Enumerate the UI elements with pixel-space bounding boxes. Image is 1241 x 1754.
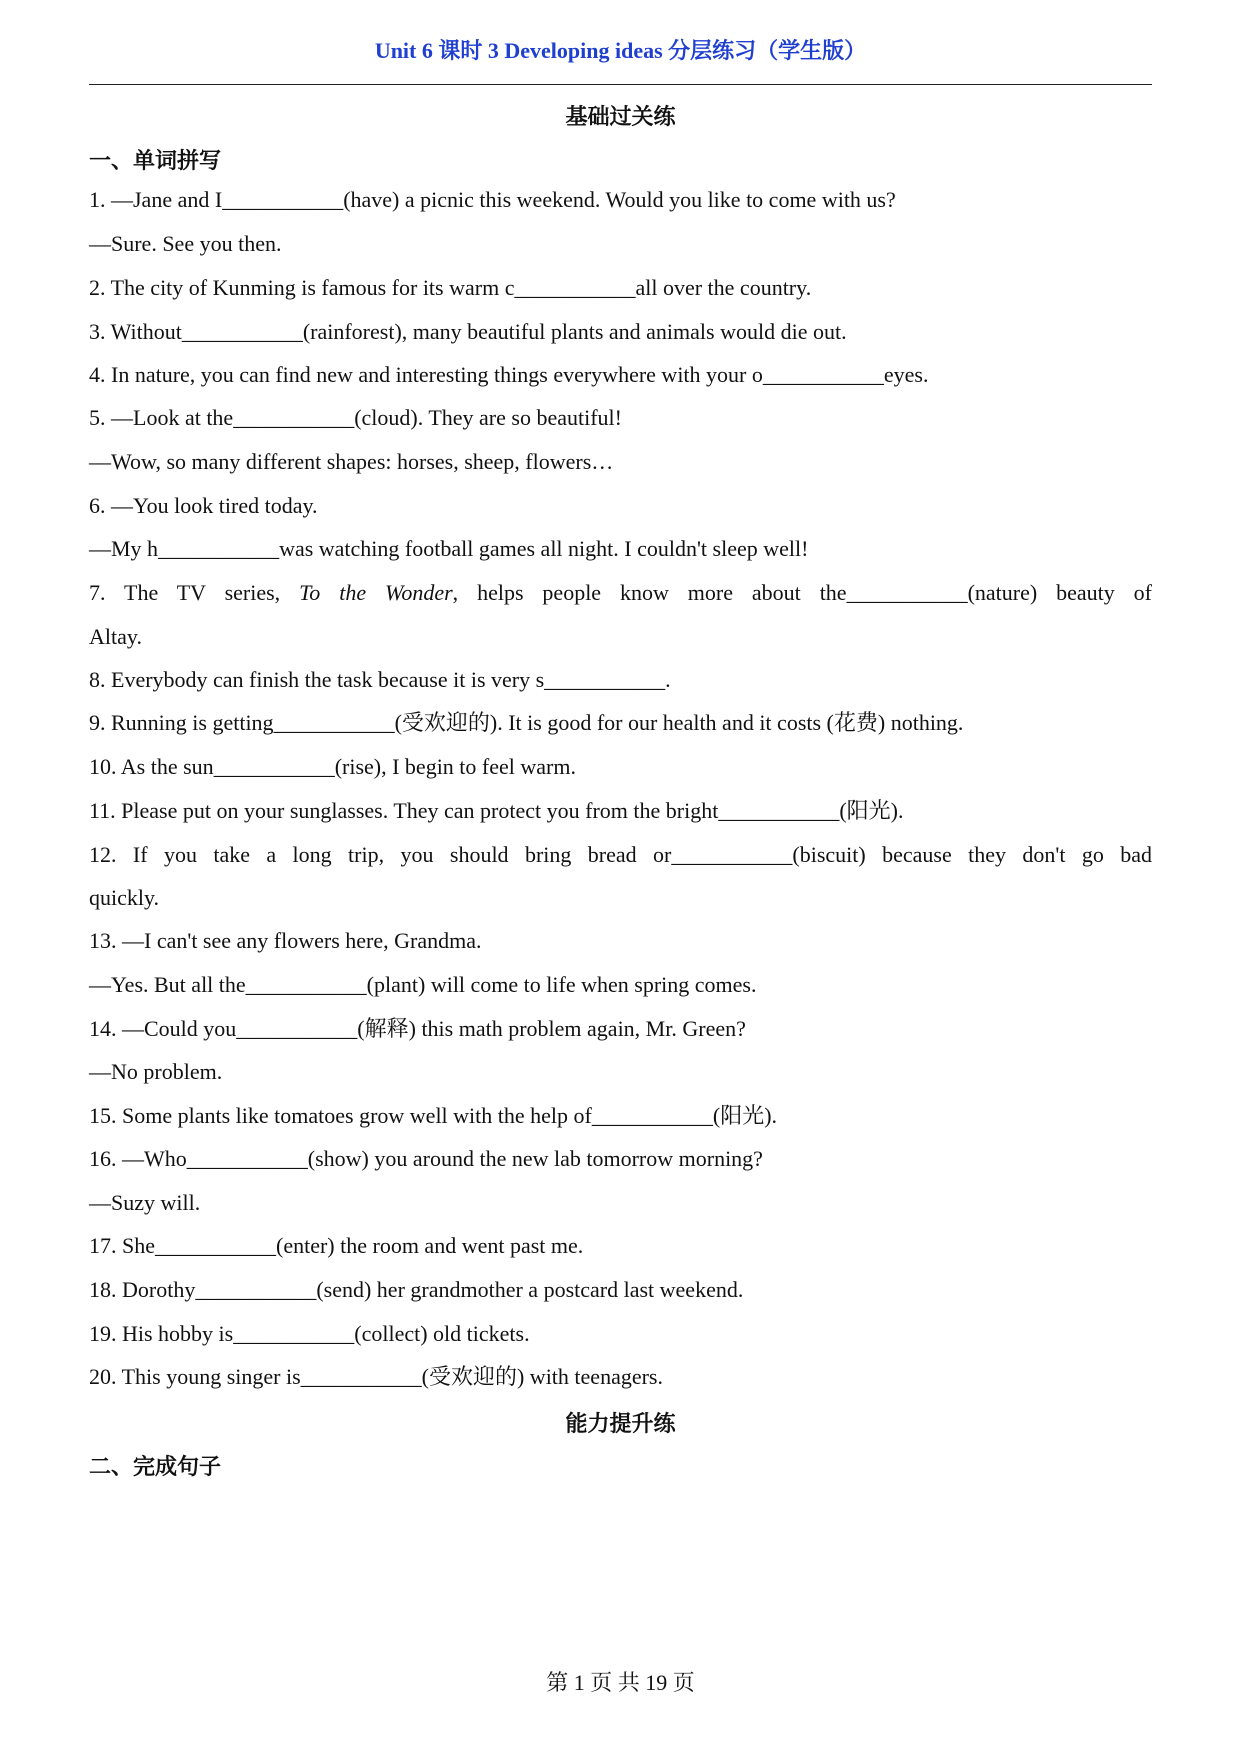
question-1: 1. —Jane and I___________(have) a picnic this weekend. Would you like to come with us?	[89, 187, 896, 212]
question-10: 10. As the sun___________(rise), I begin to feel warm.	[89, 754, 576, 779]
section-title-basic: 基础过关练	[565, 105, 676, 130]
question-8: 8. Everybody can finish the task because it is very s___________.	[89, 667, 671, 692]
header-divider	[89, 84, 1152, 85]
question-14-reply: —No problem.	[89, 1059, 223, 1084]
question-12-continued: quickly.	[89, 885, 160, 910]
question-5: 5. —Look at the___________(cloud). They are so beautiful!	[89, 405, 622, 430]
page-number: 第 1 页 共 19 页	[546, 1670, 695, 1695]
header-title: Unit 6 课时 3 Developing ideas 分层练习（学生版）	[374, 38, 867, 63]
tv-series-title: To the Wonder	[299, 580, 453, 605]
answer-blank: ___________	[158, 536, 280, 561]
answer-blank: ___________	[846, 580, 968, 605]
question-13-reply: —Yes. But all the___________(plant) will come to life when spring comes.	[89, 972, 757, 997]
question-6-reply: —My h___________was watching football games all night. I couldn't sleep well!	[89, 536, 809, 561]
section-title-advanced: 能力提升练	[565, 1412, 676, 1437]
answer-blank: ___________	[273, 710, 395, 735]
answer-blank: ___________	[300, 1364, 422, 1389]
question-18: 18. Dorothy___________(send) her grandmother a postcard last weekend.	[89, 1277, 744, 1302]
answer-blank: ___________	[718, 798, 840, 823]
question-16-reply: —Suzy will.	[89, 1190, 201, 1215]
answer-blank: ___________	[155, 1233, 276, 1258]
answer-blank: ___________	[186, 1146, 308, 1171]
question-15: 15. Some plants like tomatoes grow well with the help of___________(阳光).	[89, 1103, 778, 1128]
answer-blank: ___________	[236, 1016, 358, 1041]
answer-blank: ___________	[245, 972, 367, 997]
question-14: 14. —Could you___________(解释) this math problem again, Mr. Green?	[89, 1016, 746, 1041]
question-4: 4. In nature, you can find new and interesting things everywhere with your o___________eyes.	[89, 362, 929, 387]
answer-blank: ___________	[213, 754, 335, 779]
question-1-reply: —Sure. See you then.	[89, 231, 282, 256]
answer-blank: ___________	[671, 842, 793, 867]
part-heading-sentences: 二、完成句子	[89, 1455, 222, 1480]
question-5-reply: —Wow, so many different shapes: horses, sheep, flowers…	[89, 449, 614, 474]
question-6: 6. —You look tired today.	[89, 493, 318, 518]
answer-blank: ___________	[591, 1103, 713, 1128]
question-7: 7. The TV series, To the Wonder, helps people know more about the___________(nature) beauty of	[89, 580, 1152, 605]
answer-blank: ___________	[233, 1321, 355, 1346]
answer-blank: ___________	[762, 362, 884, 387]
answer-blank: ___________	[514, 275, 636, 300]
part-heading-spelling: 一、单词拼写	[89, 149, 222, 174]
answer-blank: ___________	[544, 667, 666, 692]
answer-blank: ___________	[181, 319, 303, 344]
question-20: 20. This young singer is___________(受欢迎的) with teenagers.	[89, 1364, 663, 1389]
question-3: 3. Without___________(rainforest), many beautiful plants and animals would die out.	[89, 319, 847, 344]
question-2: 2. The city of Kunming is famous for its warm c___________all over the country.	[89, 275, 812, 300]
question-9: 9. Running is getting___________(受欢迎的). It is good for our health and it costs (花费) nothing.	[89, 710, 964, 735]
question-11: 11. Please put on your sunglasses. They can protect you from the bright___________(阳光).	[89, 798, 904, 823]
question-17: 17. She___________(enter) the room and went past me.	[89, 1233, 584, 1258]
question-7-continued: Altay.	[89, 624, 142, 649]
answer-blank: ___________	[195, 1277, 317, 1302]
question-12: 12. If you take a long trip, you should bring bread or___________(biscuit) because they don't go bad	[89, 842, 1153, 867]
answer-blank: ___________	[233, 405, 355, 430]
question-13: 13. —I can't see any flowers here, Grandma.	[89, 928, 482, 953]
question-19: 19. His hobby is___________(collect) old tickets.	[89, 1321, 530, 1346]
answer-blank: ___________	[222, 187, 344, 212]
question-16: 16. —Who___________(show) you around the new lab tomorrow morning?	[89, 1146, 763, 1171]
